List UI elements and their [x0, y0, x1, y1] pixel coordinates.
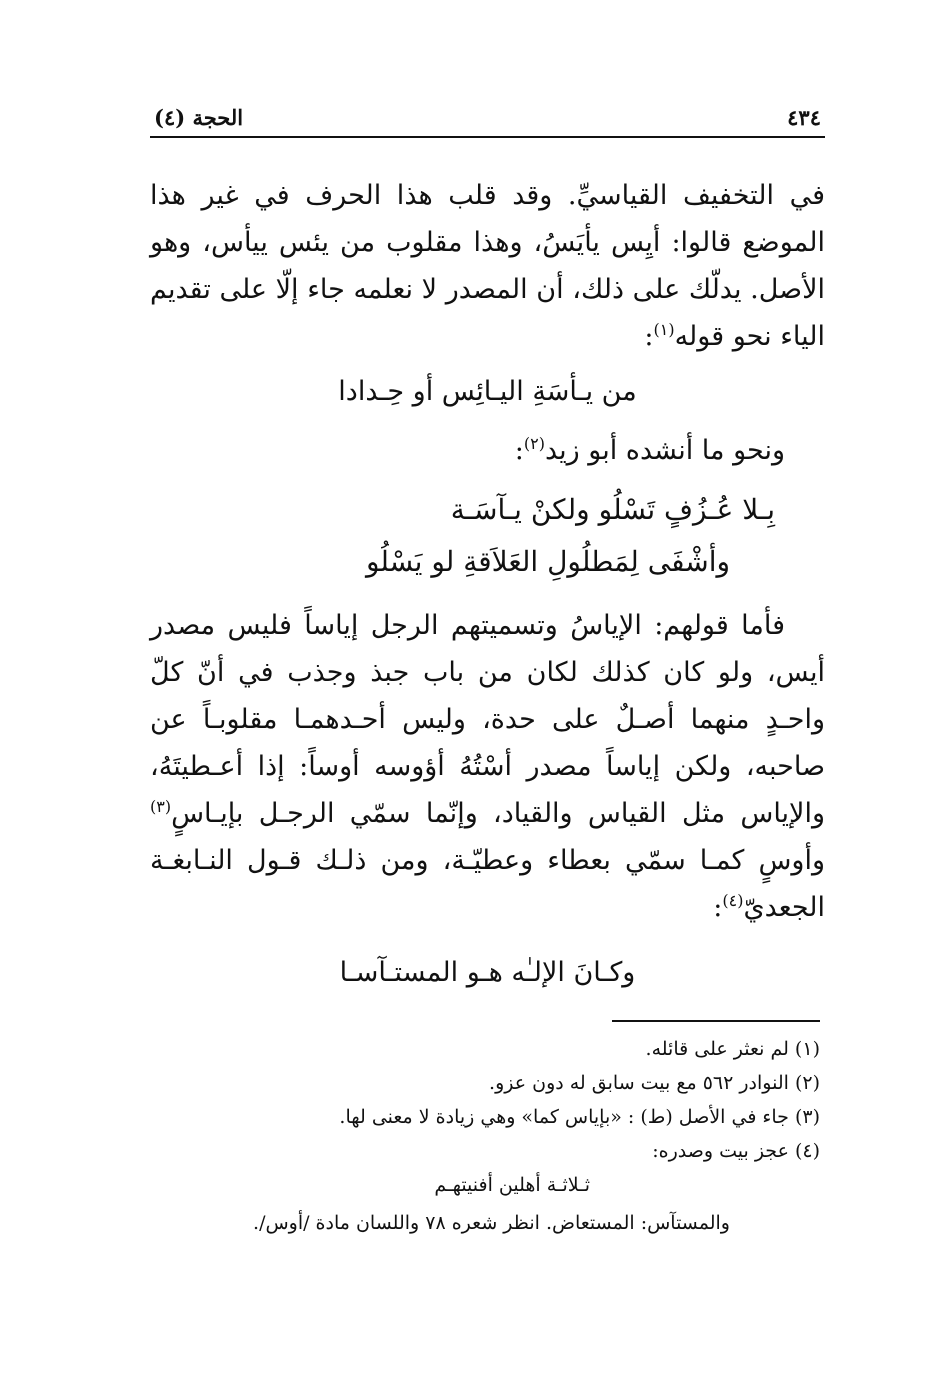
verse-3: وكـانَ الإلـٰه هـو المستـآسـا — [339, 957, 636, 988]
header-rule — [150, 136, 825, 138]
main-text — [150, 172, 825, 360]
paragraph-3-text-b: وأوسٍ كمـا سمّي بعطاء وعطيّـة، ومن ذلـك قـول النـابغـة الجعديّ — [150, 845, 825, 923]
main-text-3 — [150, 602, 825, 931]
footnote-ref-3: (٣) — [150, 797, 172, 816]
footnotes — [150, 1032, 820, 1240]
paragraph-3-text-a: فأما قولهم: الإياسُ وتسميتهم الرجل إياساً فليس مصدر أيس، ولو كان كذلك لكان من باب جبذ وجذب في أنّ كلّ واحـدٍ منهما أصـلٌ على حدة، وليس أحـدهمـا مقلوبـاً عن صاحبه، ولكن إياساً مصدر أسْتُهُ أؤوسه أوساً: إذا أعـطيتَهُ، والإياس مثل القياس والقياد، وإنّما سمّي الرجـل بإيـاسٍ — [150, 610, 825, 829]
running-head — [150, 100, 825, 130]
page-number: ٤٣٤ — [787, 105, 821, 130]
verse-2-line-1: بِـلا عُـزُفٍ تَسْلُو ولكنْ يـآسَـة — [450, 493, 775, 526]
footnote-1: (١) لم نعثر على قائله. — [645, 1038, 820, 1060]
paragraph-2-end: : — [514, 435, 524, 466]
paragraph-1-text: في التخفيف القياسيِّ. وقد قلب هذا الحرف في غير هذا الموضع قالوا: أيِس يأيَسُ، وهذا مقلوب من يئس ييأس، وهو الأصل. يدلّك على ذلك، أن المصدر لا نعلمه جاء إلّا على تقديم الياء نحو قوله — [150, 180, 825, 352]
footnote-4: (٤) عجز بيت وصدره: — [652, 1140, 820, 1162]
paragraph-1-end: : — [644, 321, 654, 352]
verse-2 — [150, 484, 825, 588]
verse-1: من يـأسَةِ اليـائِس أو حِـدادا — [338, 376, 637, 407]
verse-2-line-2: وأشْفَى لِمَطلُولِ العَلاَقةِ لو يَسْلُو — [365, 545, 730, 578]
paragraph-2-text: ونحو ما أنشده أبو زيد — [544, 435, 785, 466]
footnote-rule — [612, 1020, 820, 1022]
footnote-4-verse: ثـلاثـة أهلين أفنيتهـم — [434, 1174, 590, 1196]
paragraph-3 — [150, 602, 825, 931]
footnote-3: (٣) جاء في الأصل (ط) : «بإياس كما» وهي زيادة لا معنى لها. — [339, 1106, 820, 1128]
paragraph-1 — [150, 172, 825, 360]
main-text-2 — [150, 427, 825, 474]
footnote-ref-1: (١) — [653, 320, 675, 339]
footnote-4-tail: والمستآس: المستعاض. انظر شعره ٧٨ واللسان مادة /أوس/. — [253, 1212, 730, 1234]
paragraph-2 — [150, 427, 825, 474]
book-title: الحجة (٤) — [154, 105, 244, 130]
footnote-ref-4: (٤) — [722, 891, 744, 910]
footnote-ref-2: (٢) — [523, 434, 545, 453]
page — [150, 100, 825, 1008]
footnote-2: (٢) النوادر ٥٦٢ مع بيت سابق له دون عزو. — [489, 1072, 820, 1094]
paragraph-3-end: : — [713, 892, 723, 923]
